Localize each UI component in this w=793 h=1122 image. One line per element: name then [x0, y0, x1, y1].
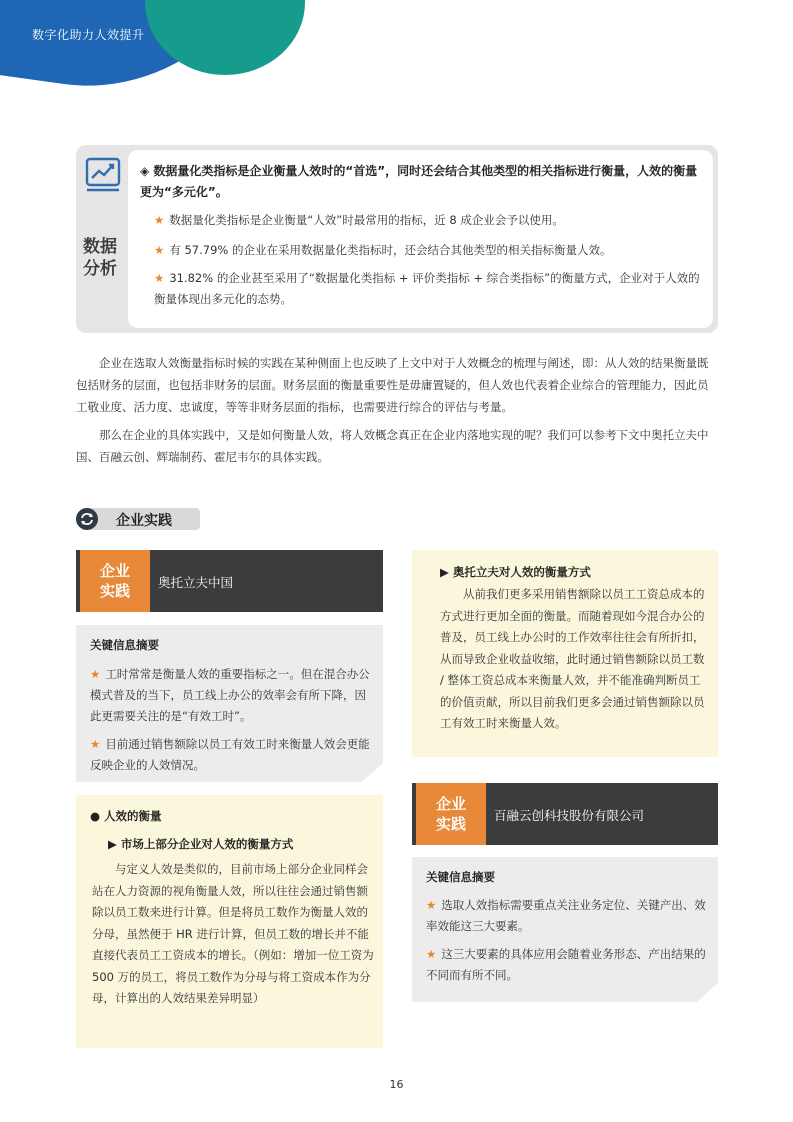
summary-title: 关键信息摘要 — [426, 870, 495, 884]
analysis-item: ★ 有 57.79% 的企业在采用数据量化类指标时，还会结合其他类型的相关指标衡量人效。 — [154, 243, 612, 257]
summary-item: ★ 选取人效指标需要重点关注业务定位、关键产出、效率效能这三大要素。 — [426, 898, 706, 933]
autoliv-method-heading: ▶ 奥托立夫对人效的衡量方式 — [440, 565, 591, 579]
autoliv-method-text: 从前我们更多采用销售额除以员工工资总成本的方式进行更加全面的衡量。而随着现如今混合办公的普及，员工线上办公时的工作效率往往会有所折扣，从而导致企业收益收缩，此时通过销售额除以员工数 / 整体工资总成本来衡量人效，并不能准确判断员工的价值贡献，所以目前我们更多会通过销售额除以员工有效工时来衡量人效。 — [440, 587, 705, 730]
star-icon: ★ — [90, 667, 101, 681]
page-number: 16 — [389, 1078, 404, 1091]
analysis-item: ★ 31.82% 的企业甚至采用了“数据量化类指标 + 评价类指标 + 综合类指标”的衡量方式，企业对于人效的衡量体现出多元化的态势。 — [154, 271, 700, 306]
body-paragraph: 那么在企业的具体实践中，又是如何衡量人效，将人效概念真正在企业内落地实现的呢？我们可以参考下文中奥托立夫中国、百融云创、辉瑞制药、霍尼韦尔的具体实践。 — [76, 428, 709, 464]
star-icon: ★ — [90, 737, 101, 751]
section-title: 企业实践 — [116, 513, 172, 529]
analysis-headline: ◈ 数据量化类指标是企业衡量人效时的“首选”，同时还会结合其他类型的相关指标进行衡量，人效的衡量更为“多元化”。 — [140, 164, 698, 199]
summary-item: ★ 工时常常是衡量人效的重要指标之一。但在混合办公模式普及的当下，员工线上办公的效率会有所下降，因此更需要关注的是“有效工时”。 — [90, 667, 370, 723]
header-title: 数字化助力人效提升 — [32, 28, 145, 42]
measurement-heading: ● 人效的衡量 — [90, 809, 162, 823]
star-icon: ★ — [154, 243, 165, 257]
star-icon: ★ — [154, 213, 165, 227]
summary-item: ★ 这三大要素的具体应用会随着业务形态、产出结果的不同而有所不同。 — [426, 947, 706, 982]
summary-item: ★ 目前通过销售额除以员工有效工时来衡量人效会更能反映企业的人效情况。 — [90, 737, 370, 772]
practice-tag: 企业 实践 — [80, 550, 150, 612]
measurement-subheading: ▶ 市场上部分企业对人效的衡量方式 — [108, 837, 294, 851]
practice-tag: 企业 实践 — [416, 783, 486, 845]
company-name: 百融云创科技股份有限公司 — [494, 808, 645, 823]
summary-title: 关键信息摘要 — [90, 638, 159, 652]
line-chart-icon — [84, 156, 122, 194]
analysis-item: ★ 数据量化类指标是企业衡量“人效”时最常用的指标，近 8 成企业会予以使用。 — [154, 213, 564, 227]
company-name: 奥托立夫中国 — [158, 575, 234, 590]
star-icon: ★ — [426, 898, 437, 912]
star-icon: ★ — [154, 271, 165, 285]
star-icon: ★ — [426, 947, 437, 961]
body-paragraph: 企业在选取人效衡量指标时候的实践在某种侧面上也反映了上文中对于人效概念的梳理与阐述，即：从人效的结果衡量既包括财务的层面，也包括非财务的层面。财务层面的衡量重要性是毋庸置疑的，但人效也代表着企业综合的管理能力，因此员工敬业度、活力度、忠诚度，等等非财务层面的指标，也需要进行综合的评估与考量。 — [76, 356, 709, 414]
measurement-text: 与定义人效是类似的，目前市场上部分企业同样会站在人力资源的视角衡量人效，所以往往会通过销售额除以员工数来进行计算。但是将员工数作为衡量人效的分母，虽然便于 HR 进行计算，但员工数的增长并不能直接代表员工工资成本的增长。（例如：增加一位工资为 500 万的员工，将员工数作为分母与将工资成本作为分母，计算出的人效结果差异明显） — [92, 862, 374, 1005]
analysis-label: 数据 分析 — [83, 237, 117, 279]
refresh-icon — [76, 508, 98, 530]
